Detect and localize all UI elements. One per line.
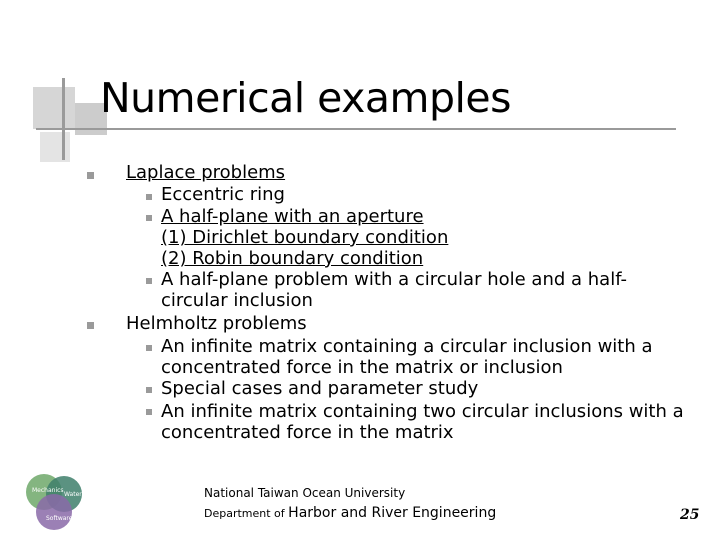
- footer-dept-prefix: Department of: [204, 507, 285, 520]
- bullet-marker: [146, 387, 152, 393]
- lab-logo: [22, 470, 86, 532]
- list-item-robin[interactable]: (2) Robin boundary condition: [161, 248, 424, 269]
- bullet-marker: [146, 345, 152, 351]
- bullet-marker: [87, 172, 94, 179]
- footer-department: [204, 505, 496, 521]
- list-item-half-plane-aperture[interactable]: A half-plane with an aperture: [161, 206, 424, 227]
- footer-university: National Taiwan Ocean University: [204, 486, 406, 500]
- logo-label: Water: [64, 491, 82, 498]
- logo-label: Software: [46, 515, 73, 522]
- bullet-marker: [146, 278, 152, 284]
- list-item-infinite-matrix-two: An infinite matrix containing two circular inclusions with a: [161, 401, 684, 422]
- bullet-marker: [87, 322, 94, 329]
- list-item-eccentric-ring: Eccentric ring: [161, 184, 285, 205]
- list-item-extra-text: or inclusion: [453, 357, 563, 378]
- list-item-laplace-problems[interactable]: Laplace problems: [126, 162, 286, 183]
- list-item-infinite-matrix-two-cont: concentrated force in the matrix: [161, 422, 454, 443]
- page-number: 25: [680, 507, 700, 523]
- list-item-dirichlet[interactable]: (1) Dirichlet boundary condition: [161, 227, 449, 248]
- list-item-infinite-matrix-one: An infinite matrix containing a circular inclusion with a: [161, 336, 653, 357]
- list-item-text: concentrated force in the matrix: [161, 357, 454, 378]
- slide-title: Numerical examples: [100, 74, 511, 122]
- list-item-half-plane-hole: A half-plane problem with a circular hole and a half-: [161, 269, 628, 290]
- logo-label: Mechanics: [32, 487, 64, 494]
- list-item-special-cases: Special cases and parameter study: [161, 378, 479, 399]
- bullet-marker: [146, 194, 152, 200]
- list-item-half-plane-hole-cont: circular inclusion: [161, 290, 313, 311]
- list-item-infinite-matrix-one-cont: [161, 357, 563, 379]
- bullet-marker: [146, 409, 152, 415]
- footer-dept-name: Harbor and River Engineering: [288, 505, 497, 521]
- bullet-marker: [146, 215, 152, 221]
- list-item-helmholtz-problems: Helmholtz problems: [126, 313, 307, 334]
